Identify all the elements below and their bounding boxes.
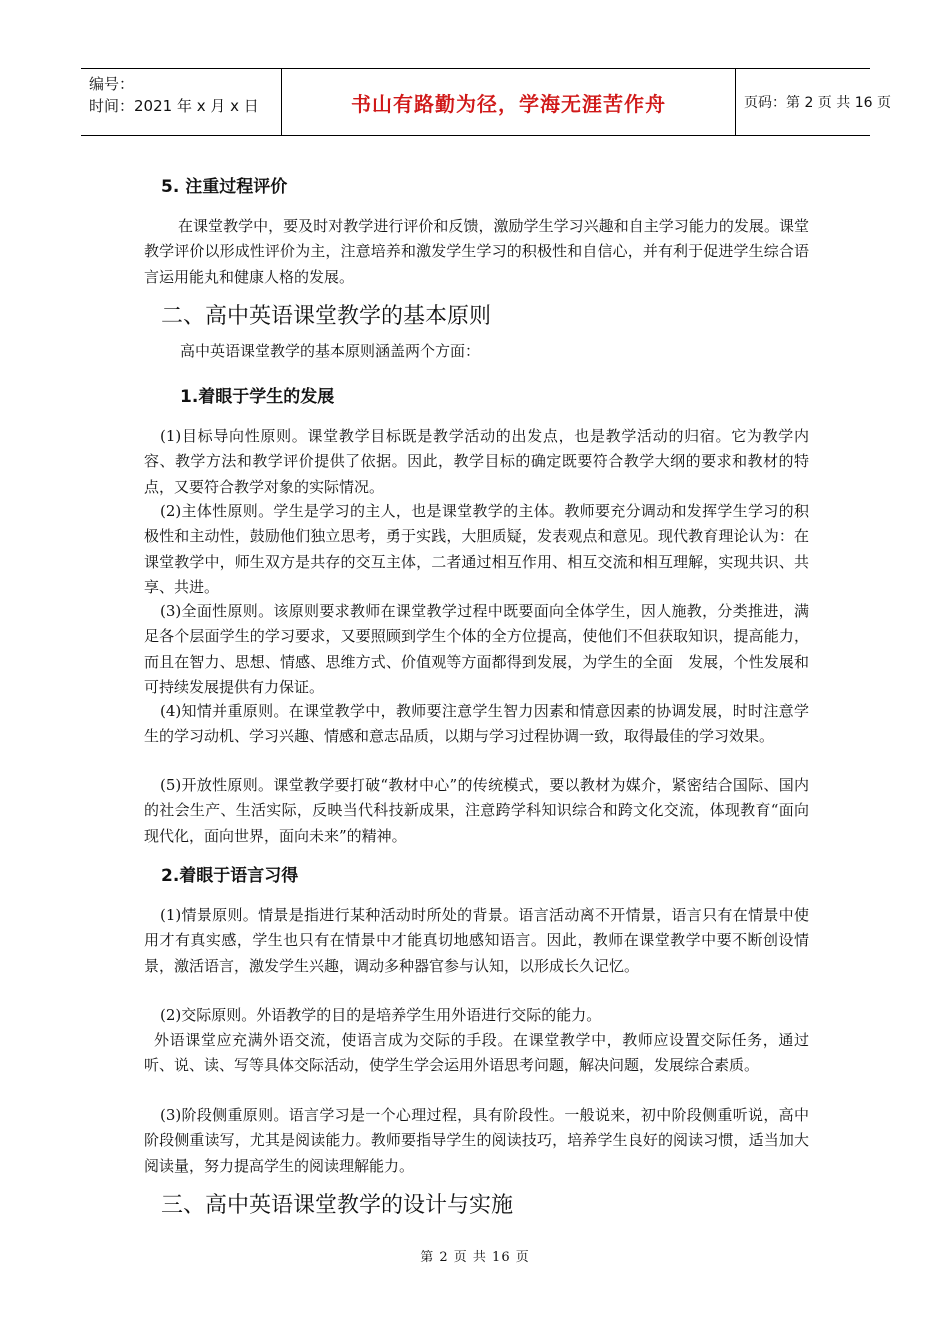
number-label: 编号： bbox=[89, 75, 135, 93]
header-meta bbox=[81, 69, 282, 135]
acquisition-principle-3: (3)阶段侧重原则。语言学习是一个心理过程，具有阶段性。一般说来，初中阶段侧重听说，高中阶段侧重读写，尤其是阅读能力。教师要指导学生的阅读技巧，培养学生良好的阅读习惯，适当加大阅读量，努力提高学生的阅读理解能力。 bbox=[144, 1106, 809, 1175]
page-footer: 第 2 页 共 16 页 bbox=[420, 1250, 530, 1265]
heading-basic-principles: 二、高中英语课堂教学的基本原则 bbox=[161, 304, 492, 329]
principle-2: (2)主体性原则。学生是学习的主人，也是课堂教学的主体。教师要充分调动和发挥学生学习的积极性和主动性，鼓励他们独立思考，勇于实践，大胆质疑，发表观点和意见。现代教育理论认为：在课堂教学中，师生双方是共存的交互主体，二者通过相互作用、相互交流和相互理解，实现共识、共享、共进。 bbox=[144, 502, 809, 596]
principle-1: (1)目标导向性原则。课堂教学目标既是教学活动的出发点，也是教学活动的归宿。它为教学内容、教学方法和教学评价提供了依据。因此，教学目标的确定既要符合教学大纲的要求和教材的特点，又要符合教学对象的实际情况。 bbox=[144, 427, 809, 496]
time-label: 时间：2021 年 x 月 x 日 bbox=[89, 97, 259, 115]
section-5-paragraph: 在课堂教学中，要及时对教学进行评价和反馈，激励学生学习兴趣和自主学习能力的发展。课堂教学评价以形成性评价为主，注意培养和激发学生学习的积极性和自信心，并有利于促进学生综合语言运用能丸和健康人格的发展。 bbox=[144, 217, 809, 286]
heading-design-implementation: 三、高中英语课堂教学的设计与实施 bbox=[161, 1193, 514, 1218]
header-motto: 书山有路勤为径，学海无涯苦作舟 bbox=[282, 69, 736, 135]
acquisition-principle-2b: 外语课堂应充满外语交流，使语言成为交际的手段。在课堂教学中，教师应设置交际任务，通过听、说、读、写等具体交际活动，使学生学会运用外语思考问题，解决问题，发展综合素质。 bbox=[144, 1031, 809, 1075]
section-5-title: 5. 注重过程评价 bbox=[161, 177, 288, 197]
principles-intro: 高中英语课堂教学的基本原则涵盖两个方面： bbox=[180, 342, 481, 360]
subheading-student-development: 1.着眼于学生的发展 bbox=[180, 387, 335, 407]
principle-4: (4)知情并重原则。在课堂教学中，教师要注意学生智力因素和情意因素的协调发展，时时注意学生的学习动机、学习兴趣、情感和意志品质，以期与学习过程协调一致，取得最佳的学习效果。 bbox=[144, 702, 809, 746]
principle-3: (3)全面性原则。该原则要求教师在课堂教学过程中既要面向全体学生，因人施教，分类推进，满足各个层面学生的学习要求，又要照顾到学生个体的全方位提高，使他们不但获取知识，提高能力，而且在智力、思想、情感、思维方式、价值观等方面都得到发展，为学生的全面 发展，个性发展和可持续发展提供有力保证。 bbox=[144, 602, 809, 696]
subheading-language-acquisition: 2.着眼于语言习得 bbox=[161, 866, 299, 886]
page-header bbox=[81, 68, 891, 136]
acquisition-principle-1: (1)情景原则。情景是指进行某种活动时所处的背景。语言活动离不开情景，语言只有在情景中使用才有真实感，学生也只有在情景中才能真切地感知语言。因此，教师在课堂教学中要不断创设情景，激活语言，激发学生兴趣，调动多种器官参与认知，以形成长久记忆。 bbox=[144, 906, 809, 975]
acquisition-principle-2a: (2)交际原则。外语教学的目的是培养学生用外语进行交际的能力。 bbox=[160, 1006, 602, 1024]
header-page-info: 页码：第 2 页 共 16 页 bbox=[744, 95, 891, 111]
principle-5: (5)开放性原则。课堂教学要打破“教材中心”的传统模式，要以教材为媒介，紧密结合国际、国内的社会生产、生活实际，反映当代科技新成果，注意跨学科知识综合和跨文化交流，体现教育“面向现代化，面向世界，面向未来”的精神。 bbox=[144, 776, 809, 845]
